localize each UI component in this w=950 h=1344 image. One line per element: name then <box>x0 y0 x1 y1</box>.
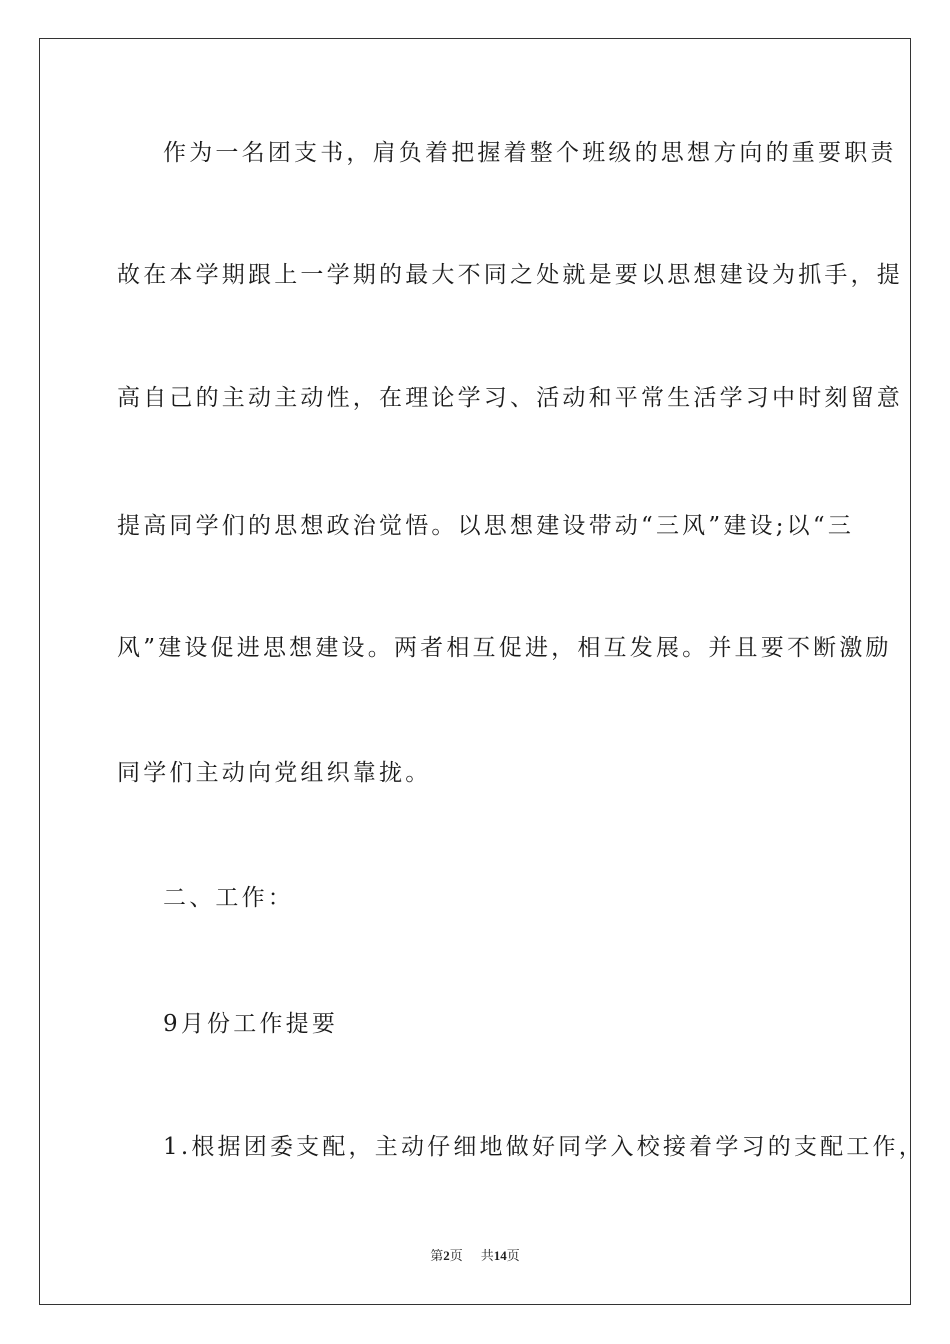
list-item-1: 1.根据团委支配，主动仔细地做好同学入校接着学习的支配工作， <box>163 1134 925 1160</box>
paragraph-line-4: 提高同学们的思想政治觉悟。以思想建设带动“三风”建设;以“三 <box>117 513 855 539</box>
footer-total-suffix: 页 <box>506 1248 520 1263</box>
paragraph-line-2: 故在本学期跟上一学期的最大不同之处就是要以思想建设为抓手，提 <box>117 262 903 288</box>
section-heading: 二、工作： <box>163 885 294 911</box>
paragraph-line-3: 高自己的主动主动性，在理论学习、活动和平常生活学习中时刻留意 <box>117 385 903 411</box>
paragraph-line-6: 同学们主动向党组织靠拢。 <box>117 760 432 786</box>
page-frame <box>39 38 911 1305</box>
page-footer <box>0 1245 950 1264</box>
footer-page-suffix: 页 <box>449 1248 463 1263</box>
subheading: 9月份工作提要 <box>163 1011 339 1037</box>
footer-page-current: 2 <box>443 1248 450 1263</box>
footer-page-prefix: 第 <box>430 1248 444 1263</box>
footer-total-prefix: 共 <box>480 1248 494 1263</box>
paragraph-line-5: 风”建设促进思想建设。两者相互促进，相互发展。并且要不断激励 <box>117 635 892 661</box>
footer-page-total: 14 <box>493 1248 507 1263</box>
paragraph-line-1: 作为一名团支书，肩负着把握着整个班级的思想方向的重要职责 <box>163 140 897 166</box>
